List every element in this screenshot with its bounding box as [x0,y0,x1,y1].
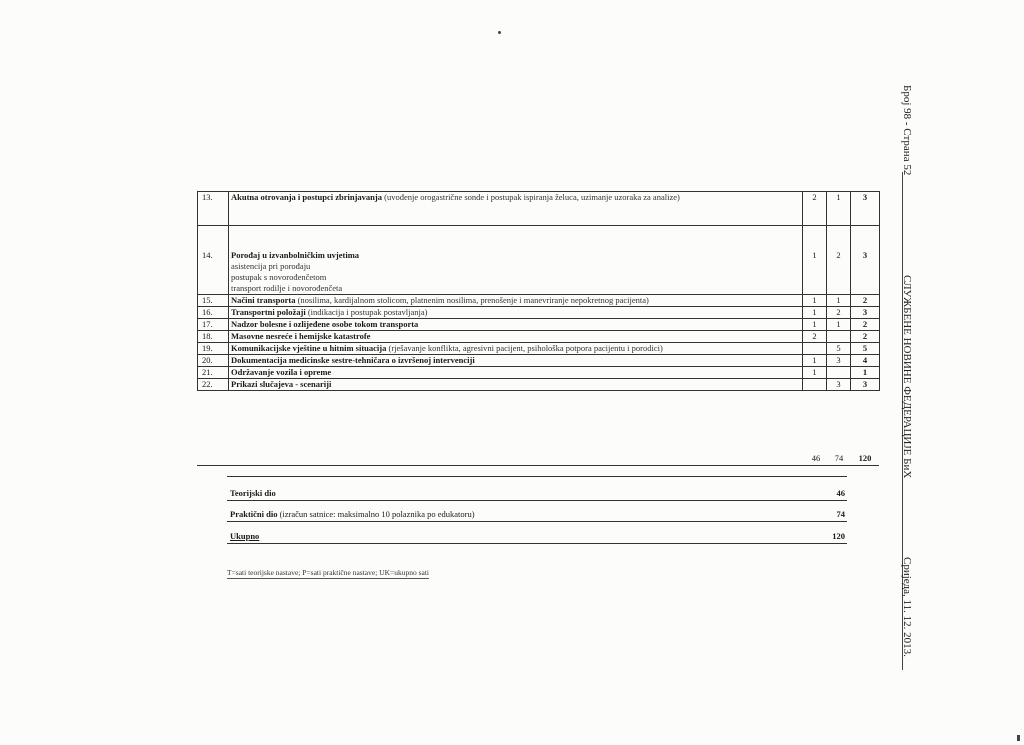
divider [227,476,847,477]
row-topic: Porođaj u izvanbolničkim uvjetima asistencija pri porođaju postupak s novorođenčetom transport rodilje i novorođenčeta [229,226,803,295]
row-total-hours: 3 [851,226,880,295]
row-topic: Načini transporta (nosilima, kardijalnom stolicom, platnenim nosilima, prenošenje i manevriranje nepokretnog pacijenta) [229,295,803,307]
row-theory-hours [803,379,827,391]
scan-speck [498,31,501,34]
summary-practice-row [227,509,847,522]
row-topic: Akutna otrovanja i postupci zbrinjavanja (uvođenje orogastrične sonde i postupak ispiranja želuca, uzimanje uzoraka za analize) [229,192,803,226]
row-practice-hours: 3 [827,379,851,391]
row-number: 20. [198,355,229,367]
row-number: 13. [198,192,229,226]
row-theory-hours: 2 [803,192,827,226]
row-topic: Nadzor bolesne i ozlijeđene osobe tokom transporta [229,319,803,331]
row-practice-hours: 1 [827,295,851,307]
row-total-hours: 3 [851,379,880,391]
curriculum-table [197,191,880,391]
row-topic: Transportni položaji (indikacija i postupak postavljanja) [229,307,803,319]
row-total-hours: 2 [851,319,880,331]
row-number: 21. [198,367,229,379]
row-number: 14. [198,226,229,295]
row-theory-hours [803,343,827,355]
summary-theory-row [227,488,847,501]
scan-speck [1017,735,1020,741]
summary-theory-label: Teorijski dio [230,488,276,498]
row-topic: Održavanje vozila i opreme [229,367,803,379]
row-practice-hours: 5 [827,343,851,355]
row-number: 19. [198,343,229,355]
issue-date: Сриједа, 11. 12. 2013. [901,557,913,657]
row-topic: Prikazi slučajeva - scenariji [229,379,803,391]
row-practice-hours: 2 [827,307,851,319]
table-row [198,355,880,367]
row-total-hours: 4 [851,355,880,367]
row-number: 17. [198,319,229,331]
row-number: 16. [198,307,229,319]
total-hours: 120 [858,453,872,463]
row-number: 15. [198,295,229,307]
row-total-hours: 2 [851,331,880,343]
total-practice-hours: 74 [834,453,844,463]
row-practice-hours: 2 [827,226,851,295]
table-row [198,226,880,295]
summary-theory-value: 46 [836,488,845,498]
gazette-title: СЛУЖБЕНЕ НОВИНЕ ФЕДЕРАЦИЈЕ БиХ [901,275,913,479]
row-practice-hours [827,367,851,379]
row-theory-hours: 1 [803,355,827,367]
summary-practice-value: 74 [836,509,845,519]
row-practice-hours: 1 [827,319,851,331]
row-theory-hours: 1 [803,226,827,295]
row-theory-hours: 1 [803,307,827,319]
row-topic: Komunikacijske vještine u hitnim situacija (rješavanje konflikta, agresivni pacijent, psihološka potpora pacijentu i porodici) [229,343,803,355]
issue-page: Број 98 - Страна 52 [901,85,913,176]
row-total-hours: 5 [851,343,880,355]
row-total-hours: 3 [851,192,880,226]
table-row [198,319,880,331]
row-number: 22. [198,379,229,391]
row-practice-hours: 1 [827,192,851,226]
table-row [198,331,880,343]
row-theory-hours: 1 [803,367,827,379]
table-row [198,367,880,379]
table-row [198,192,880,226]
row-topic: Masovne nesreće i hemijske katastrofe [229,331,803,343]
row-practice-hours [827,331,851,343]
row-topic: Dokumentacija medicinske sestre-tehničara o izvršenoj intervenciji [229,355,803,367]
row-total-hours: 1 [851,367,880,379]
footnote: T=sati teorijske nastave; P=sati praktične nastave; UK=ukupno sati [227,568,430,577]
table-row [198,343,880,355]
table-row [198,379,880,391]
row-theory-hours: 2 [803,331,827,343]
table-row [198,307,880,319]
divider [197,465,879,466]
summary-total-label: Ukupno [230,531,260,541]
table-row [198,295,880,307]
row-practice-hours: 3 [827,355,851,367]
total-theory-hours: 46 [811,453,821,463]
row-total-hours: 2 [851,295,880,307]
running-header [895,85,919,707]
row-theory-hours: 1 [803,295,827,307]
row-number: 18. [198,331,229,343]
row-theory-hours: 1 [803,319,827,331]
summary-total-value: 120 [832,531,845,541]
summary-practice-label: Praktični dio (izračun satnice: maksimalno 10 polaznika po edukatoru) [230,509,475,519]
summary-total-row [227,531,847,544]
row-total-hours: 3 [851,307,880,319]
